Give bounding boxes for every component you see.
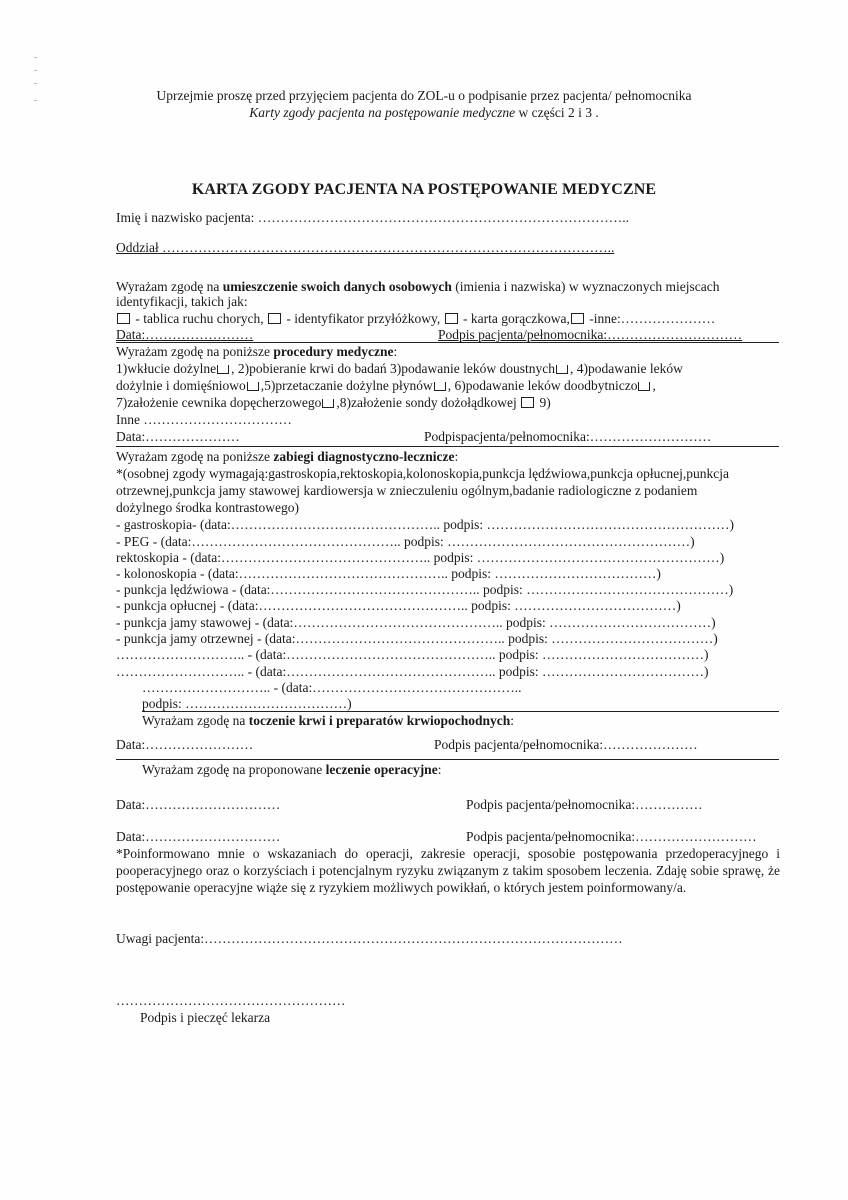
checkbox-oral-meds[interactable] xyxy=(556,365,568,374)
patient-name-field[interactable] xyxy=(116,210,629,226)
checkbox-bedside-id[interactable] xyxy=(268,313,281,324)
diagnostic-row-custom-3[interactable]: ……………………….. - (data:……………………………………….. xyxy=(142,680,522,695)
text: : xyxy=(437,762,442,777)
option-label: - identyfikator przyłóżkowy, xyxy=(282,311,441,326)
diagnostic-row-custom-3-signature[interactable]: podpis: ………………………………) xyxy=(142,696,352,711)
surgery-date-1[interactable]: Data:………………………… xyxy=(116,797,281,812)
diagnostic-row-joint-puncture[interactable]: - punkcja jamy stawowej - (data:……………………………………….. podpis: ………………………………) xyxy=(116,615,716,630)
personal-data-date[interactable]: Data:…………………… xyxy=(116,327,254,342)
procedure-label: ,5)przetaczanie dożylne płynów xyxy=(260,378,433,393)
procedure-label: 1)wkłucie dożylne xyxy=(116,361,217,376)
intro-line-2 xyxy=(0,105,848,121)
patient-remarks-field[interactable] xyxy=(116,931,623,947)
diagnostic-row-gastroscopy[interactable]: - gastroskopia- (data:……………………………………….. podpis: ………………………………………………) xyxy=(116,517,734,532)
text: : xyxy=(510,713,515,728)
diagnostic-row-lumbar-puncture[interactable]: - punkcja lędźwiowa - (data:……………………………………….. podpis: ………………………………………) xyxy=(116,582,734,597)
checkbox-gastric-tube[interactable] xyxy=(521,397,534,408)
checkbox-iv-fluids[interactable] xyxy=(434,382,446,391)
diagnostic-row-rectoscopy[interactable]: rektoskopia - (data:……………………………………….. podpis: ………………………………………………) xyxy=(116,550,725,565)
blood-signature[interactable]: Podpis pacjenta/pełnomocnika:………………… xyxy=(434,737,698,752)
option-label: - tablica ruchu chorych, xyxy=(132,311,264,326)
diagnostic-consent-text xyxy=(116,449,458,465)
text: Wyrażam zgodę na xyxy=(116,279,223,294)
procedure-label: dożylnie i domięśniowo xyxy=(116,378,246,393)
surgery-info-text: *Poinformowano mnie o wskazaniach do operacji, zakresie operacji, sposobie postępowania przedoperacyjnego i pooperacyjnego oraz o korzyściach i potencjalnym ryzyku związanym z takim sposobem leczenia. Zdaję sobie sprawę, że postępowanie operacyjne wiąże się z ryzykiem możliwych powikłań, o których jestem poinformowany/a. xyxy=(116,846,780,895)
text: Wyrażam zgodę na proponowane xyxy=(142,762,326,777)
text: : xyxy=(393,344,398,359)
ward-label: Oddział xyxy=(116,240,159,255)
procedure-label: 7)założenie cewnika dopęcherzowego xyxy=(116,395,322,410)
procedure-label: 9) xyxy=(536,395,551,410)
diagnostic-row-peg[interactable]: - PEG - (data:……………………………………….. podpis: ………………………………………………) xyxy=(116,534,695,549)
procedures-row-2 xyxy=(116,378,656,394)
checkbox-rectal-meds[interactable] xyxy=(638,382,650,391)
checkbox-iv-cannula[interactable] xyxy=(217,365,229,374)
procedure-label: , 2)pobieranie krwi do badań 3)podawanie leków doustnych xyxy=(231,361,556,376)
checkbox-bed-board[interactable] xyxy=(117,313,130,324)
divider xyxy=(142,711,779,712)
text-bold: umieszczenie swoich danych osobowych xyxy=(222,279,452,294)
ward-field[interactable] xyxy=(116,240,614,256)
patient-name-label: Imię i nazwisko pacjenta: xyxy=(116,210,258,225)
text: (imienia i nazwiska) w wyznaczonych miejscach xyxy=(451,279,720,294)
procedure-label: , xyxy=(652,378,656,393)
diagnostic-row-peritoneal-puncture[interactable]: - punkcja jamy otrzewnej - (data:……………………………………….. podpis: ………………………………) xyxy=(116,631,718,646)
surgery-date-2[interactable]: Data:………………………… xyxy=(116,829,281,844)
personal-data-signature[interactable]: Podpis pacjenta/pełnomocnika:………………………… xyxy=(438,327,743,342)
diagnostic-note-3: dożylnego środka kontrastowego) xyxy=(116,500,299,515)
text: Wyrażam zgodę na poniższe xyxy=(116,449,274,464)
text: Wyrażam zgodę na poniższe xyxy=(116,344,274,359)
diagnostic-row-custom-1[interactable]: ……………………….. - (data:……………………………………….. podpis: ………………………………) xyxy=(116,647,709,662)
page-title: KARTA ZGODY PACJENTA NA POSTĘPOWANIE MEDYCZNE xyxy=(191,181,657,198)
intro-line-1: Uprzejmie proszę przed przyjęciem pacjenta do ZOL-u o podpisanie przez pacjenta/ pełnomocnika xyxy=(156,88,692,103)
divider xyxy=(116,342,779,343)
procedure-label: , 4)podawanie leków xyxy=(570,361,683,376)
diagnostic-note-1: *(osobnej zgody wymagają:gastroskopia,rektoskopia,kolonoskopia,punkcja lędźwiowa,punkcja opłucnej,punkcja xyxy=(116,466,729,481)
scan-mark xyxy=(34,83,37,84)
personal-data-options xyxy=(116,311,715,327)
personal-data-consent-text xyxy=(116,279,720,295)
patient-name-value[interactable]: ……………………………………………………………………….. xyxy=(257,210,629,225)
procedures-other[interactable]: Inne …………………………… xyxy=(116,412,292,427)
checkbox-iv-im-meds[interactable] xyxy=(247,382,259,391)
patient-remarks-label: Uwagi pacjenta: xyxy=(116,931,205,946)
doctor-signature-label: Podpis i pieczęć lekarza xyxy=(140,1010,271,1025)
text-bold: leczenie operacyjne xyxy=(325,762,438,777)
blood-consent-text xyxy=(142,713,514,729)
intro-form-name: Karty zgody pacjenta na postępowanie medyczne xyxy=(249,105,516,120)
scan-mark xyxy=(34,70,37,71)
text-bold: zabiegi diagnostyczno-lecznicze xyxy=(273,449,455,464)
ward-value[interactable]: ……………………………………………………………………………………….. xyxy=(158,240,615,255)
diagnostic-row-colonoscopy[interactable]: - kolonoskopia - (data:……………………………………….. podpis: ………………………………) xyxy=(116,566,661,581)
procedures-consent-text xyxy=(116,344,397,360)
diagnostic-row-pleural-puncture[interactable]: - punkcja opłucnej - (data:……………………………………….. podpis: ………………………………) xyxy=(116,598,681,613)
procedures-row-1 xyxy=(116,361,683,377)
text-bold: procedury medyczne xyxy=(273,344,394,359)
procedure-label: , 6)podawanie leków doodbytniczo xyxy=(447,378,638,393)
surgery-signature-2[interactable]: Podpis pacjenta/pełnomocnika:……………………… xyxy=(466,829,757,844)
divider xyxy=(116,446,779,447)
text: : xyxy=(454,449,459,464)
scan-mark xyxy=(34,57,37,58)
doctor-signature-line[interactable]: …………………………………………… xyxy=(116,993,346,1008)
text-bold: toczenie krwi i preparatów krwiopochodnych xyxy=(248,713,511,728)
text: Wyrażam zgodę na xyxy=(142,713,249,728)
surgery-consent-text xyxy=(142,762,441,778)
divider xyxy=(116,759,779,760)
personal-data-consent-text-2: identyfikacji, takich jak: xyxy=(116,294,248,309)
checkbox-other[interactable] xyxy=(571,313,584,324)
procedures-signature[interactable]: Podpispacjenta/pełnomocnika:……………………… xyxy=(424,429,712,444)
checkbox-urinary-catheter[interactable] xyxy=(322,399,334,408)
procedure-label: ,8)założenie sondy dożołądkowej xyxy=(336,395,517,410)
diagnostic-row-custom-2[interactable]: ……………………….. - (data:……………………………………….. podpis: ………………………………) xyxy=(116,664,709,679)
checkbox-fever-chart[interactable] xyxy=(445,313,458,324)
patient-remarks-value[interactable]: ………………………………………………………………………………… xyxy=(204,931,623,946)
surgery-signature-1[interactable]: Podpis pacjenta/pełnomocnika:…………… xyxy=(466,797,703,812)
option-label: - karta gorączkowa, xyxy=(459,311,570,326)
diagnostic-note-2: otrzewnej,punkcja jamy stawowej kardiowersja w znieczuleniu ogólnym,badanie radiologiczne z podaniem xyxy=(116,483,698,498)
procedures-date[interactable]: Data:………………… xyxy=(116,429,240,444)
intro-parts: w części 2 i 3 . xyxy=(515,105,599,120)
option-label: -inne:………………… xyxy=(585,311,716,326)
procedures-row-3 xyxy=(116,395,551,411)
blood-date[interactable]: Data:…………………… xyxy=(116,737,254,752)
